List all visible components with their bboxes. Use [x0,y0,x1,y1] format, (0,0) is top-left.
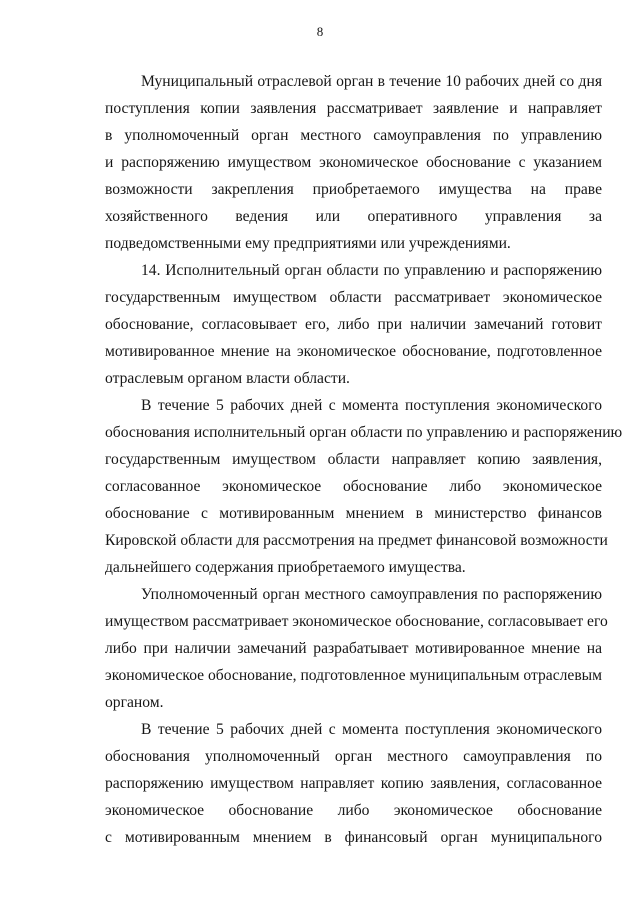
text-line: обоснования уполномоченный орган местного самоуправления по [105,748,602,765]
text-line: Кировской области для рассмотрения на предмет финансовой возможности [105,532,608,549]
text-line: с мотивированным мнением в финансовый орган муниципального [105,829,602,846]
text-line: поступления копии заявления рассматривает заявление и направляет [105,100,602,117]
text-line: в уполномоченный орган местного самоуправления по управлению [105,127,602,144]
text-line: подведомственными ему предприятиями или учреждениями. [105,235,511,252]
text-line: мотивированное мнение на экономическое обоснование, подготовленное [105,343,602,360]
text-line: имуществом рассматривает экономическое обоснование, согласовывает его [105,613,608,630]
text-line: органом. [105,694,164,711]
text-line: обоснования исполнительный орган области по управлению и распоряжению [105,424,623,441]
text-line: согласованное экономическое обоснование либо экономическое [105,478,602,495]
page-number: 8 [316,24,324,39]
text-line: дальнейшего содержания приобретаемого имущества. [105,559,466,576]
text-line: распоряжению имуществом направляет копию заявления, согласованное [105,775,602,792]
text-line: В течение 5 рабочих дней с момента поступления экономического [141,397,602,414]
text-line: либо при наличии замечаний разрабатывает мотивированное мнение на [105,640,602,657]
text-line: хозяйственного ведения или оперативного управления за [105,208,602,225]
text-line: обоснование с мотивированным мнением в министерство финансов [105,505,602,522]
text-line: 14. Исполнительный орган области по управлению и распоряжению [141,262,602,279]
text-line: экономическое обоснование, подготовленное муниципальным отраслевым [105,667,603,684]
text-line: экономическое обоснование либо экономическое обоснование [105,802,602,819]
text-line: возможности закрепления приобретаемого имущества на праве [105,181,602,198]
text-line: и распоряжению имуществом экономическое обоснование с указанием [105,154,602,171]
text-line: государственным имуществом области направляет копию заявления, [105,451,602,468]
text-line: обоснование, согласовывает его, либо при наличии замечаний готовит [105,316,602,333]
text-line: Уполномоченный орган местного самоуправления по распоряжению [141,586,602,603]
text-line: Муниципальный отраслевой орган в течение 10 рабочих дней со дня [141,73,602,90]
text-line: В течение 5 рабочих дней с момента поступления экономического [141,721,602,738]
text-line: государственным имуществом области рассматривает экономическое [105,289,602,306]
text-line: отраслевым органом власти области. [105,370,350,387]
